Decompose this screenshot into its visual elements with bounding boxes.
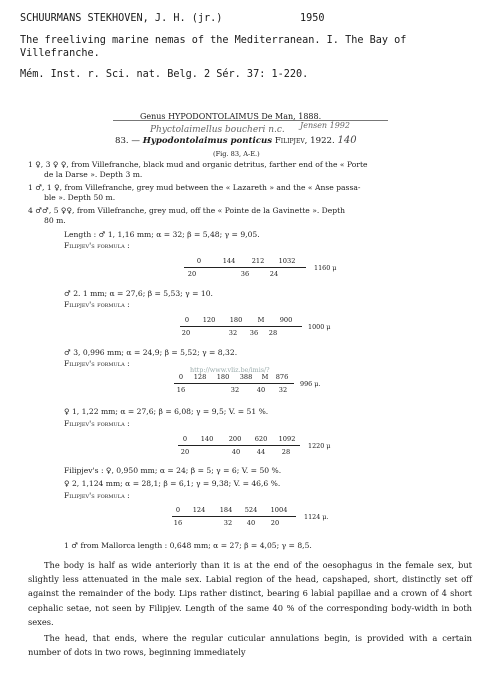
record-2a: 1 ♂, 1 ♀, from Villefranche, grey mud between the « Lazareth » and the « Anse passa- (28, 183, 361, 192)
formula-top: 128 (193, 373, 207, 381)
formula-bottom: 40 (246, 519, 256, 527)
formula-top: 184 (219, 506, 233, 514)
formula-bottom: 36 (249, 329, 259, 337)
formula-bottom: 40 (256, 386, 266, 394)
record-1a: 1 ♀, 3 ♀ ♀, from Villefranche, black mud and organic detritus, farther end of the « Porte (28, 160, 368, 169)
formula-bottom: 40 (231, 448, 241, 456)
watermark-url: http://www.vliz.be/imis/? (190, 366, 270, 374)
formula-total: 996 μ. (300, 380, 321, 388)
figure-reference: (Fig. 83, A-E.) (213, 150, 260, 158)
citation-journal: Mém. Inst. r. Sci. nat. Belg. 2 Sér. 37: 1-220. (20, 69, 309, 80)
formula-bottom: 36 (240, 270, 250, 278)
measurement-line: ♂ 3, 0,996 mm; α = 24,9; β = 5,52; γ = 8,32. (64, 348, 238, 357)
formula-top: 212 (251, 257, 265, 265)
formula-top: 124 (192, 506, 206, 514)
formula-total: 1000 μ (308, 323, 331, 331)
formula-top: 0 (196, 257, 202, 265)
species-number: 83. — (115, 136, 140, 146)
citation-title-line1: The freeliving marine nemas of the Mediterranean. I. The Bay of (20, 35, 407, 46)
measurement-line: Filipjev's : ♀, 0,950 mm; α = 24; β = 5; γ = 6; V. = 50 %. (64, 466, 282, 475)
formula-top: 524 (244, 506, 258, 514)
formula-top: 144 (222, 257, 236, 265)
handwritten-number: 140 (337, 135, 357, 146)
formula-top: 180 (216, 373, 230, 381)
measurement-line: ♂ 2. 1 mm; α = 27,6; β = 5,53; γ = 10. (64, 289, 213, 298)
formula-label: Filipjev's formula : (64, 419, 130, 428)
formula-bottom: 28 (281, 448, 291, 456)
formula-bottom: 28 (268, 329, 278, 337)
description-paragraph-1: The body is half as wide anteriorly than it is at the end of the oesophagus in the female sex, but slightly less attenuated in the male sex. Labial region of the head, capshaped, short, distinctly set off against the remainder of the body. Lips rather distinct, bearing 6 labial papillae and a crown of 4 short cephalic setae, not seen by Filipjev. Length of the same 40 % of the corresponding body-width in both sexes. (28, 560, 472, 627)
formula-bottom: 16 (173, 519, 183, 527)
formula-top: M (261, 373, 269, 381)
mallorca-measurement: 1 ♂ from Mallorca length : 0,648 mm; α = 27; β = 4,05; γ = 8,5. (64, 541, 312, 550)
formula-bottom: 20 (181, 329, 191, 337)
species-name: Hypodontolaimus ponticus (142, 136, 273, 146)
description-text (28, 558, 472, 659)
formula-label: Filipjev's formula : (64, 300, 130, 309)
citation-year: 1950 (300, 13, 325, 24)
formula-top: 388 (239, 373, 253, 381)
formula-top: 200 (228, 435, 242, 443)
citation-title-line2: Villefranche. (20, 48, 100, 59)
measurement-line: ♀ 1, 1,22 mm; α = 27,6; β = 6,08; γ = 9,5; V. = 51 %. (64, 407, 269, 416)
formula-top: 620 (254, 435, 268, 443)
measurement-line: Length : ♂ 1, 1,16 mm; α = 32; β = 5,48; γ = 9,05. (64, 230, 260, 239)
description-paragraph-2: The head, that ends, where the regular cuticular annulations begin, is provided with a certain number of dots in two rows, beginning immediately (28, 633, 472, 658)
handwritten-date: Jensen 1992 (300, 121, 350, 130)
formula-bottom: 32 (223, 519, 233, 527)
formula-top: 900 (279, 316, 293, 324)
formula-bottom: 44 (256, 448, 266, 456)
handwritten-new-name: Phyctolaimellus boucheri n.c. (150, 125, 285, 135)
measurement-line: ♀ 2, 1,124 mm; α = 28,1; β = 6,1; γ = 9,38; V. = 46,6 %. (64, 479, 281, 488)
formula-top: 1004 (270, 506, 288, 514)
formula-top: 0 (184, 316, 190, 324)
formula-bottom: 32 (230, 386, 240, 394)
formula-label: Filipjev's formula : (64, 359, 130, 368)
formula-bottom: 24 (269, 270, 279, 278)
formula-bottom: 20 (187, 270, 197, 278)
formula-label: Filipjev's formula : (64, 241, 130, 250)
record-3b: 80 m. (44, 216, 66, 225)
record-1b: de la Darse ». Depth 3 m. (44, 170, 143, 179)
formula-top: 0 (182, 435, 188, 443)
species-heading (115, 136, 357, 146)
species-author: Filipjev, 1922. (274, 136, 335, 146)
record-2b: ble ». Depth 50 m. (44, 193, 116, 202)
formula-total: 1160 μ (314, 264, 337, 272)
formula-top: 180 (229, 316, 243, 324)
formula-top: 0 (175, 506, 181, 514)
formula-total: 1220 μ (308, 442, 331, 450)
genus-heading: Genus HYPODONTOLAIMUS De Man, 1888. (140, 112, 322, 121)
formula-top: 1092 (278, 435, 296, 443)
formula-top: 0 (178, 373, 184, 381)
formula-bottom: 20 (270, 519, 280, 527)
formula-top: 1032 (278, 257, 296, 265)
formula-bottom: 32 (228, 329, 238, 337)
formula-top: 120 (202, 316, 216, 324)
formula-bottom: 32 (278, 386, 288, 394)
citation-author-line (20, 12, 325, 25)
formula-total: 1124 μ. (304, 513, 329, 521)
formula-bottom: 20 (180, 448, 190, 456)
formula-top: M (257, 316, 265, 324)
formula-top: 876 (275, 373, 289, 381)
record-3a: 4 ♂♂, 5 ♀♀, from Villefranche, grey mud, off the « Pointe de la Gavinette ». Depth (28, 206, 346, 215)
formula-bottom: 16 (176, 386, 186, 394)
formula-top: 140 (200, 435, 214, 443)
citation-author: SCHUURMANS STEKHOVEN, J. H. (jr.) (20, 13, 223, 24)
formula-label: Filipjev's formula : (64, 491, 130, 500)
